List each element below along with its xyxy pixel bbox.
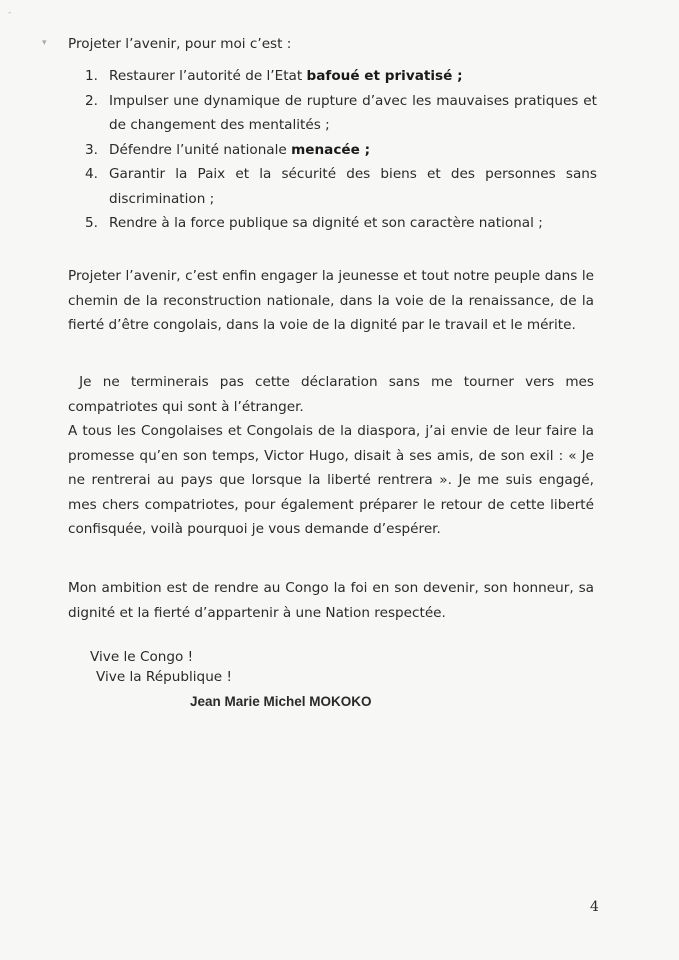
paragraph-ambition: Mon ambition est de rendre au Congo la foi en son devenir, son honneur, sa dignité et la fierté d’appartenir à une Nation respectée.	[68, 580, 594, 621]
list-item: 2. Impulser une dynamique de rupture d’avec les mauvaises pratiques et de changement des mentalités ;	[85, 92, 597, 133]
intro-line: Projeter l’avenir, pour moi c’est :	[68, 36, 292, 52]
paragraph-jeunesse: Projeter l’avenir, c’est enfin engager la jeunesse et tout notre peuple dans le chemin de la reconstruction nationale, dans la voie de la renaissance, de la fierté d’être congolais, dans la voie de la dignité par le travail et le mérite.	[68, 268, 594, 333]
scan-speck: -	[8, 8, 12, 18]
page-number: 4	[590, 899, 599, 915]
paragraph-diaspora-intro: Je ne terminerais pas cette déclaration sans me tourner vers mes compatriotes qui sont à l’étranger.	[68, 374, 599, 415]
closing-vive-congo: Vive le Congo !	[90, 649, 194, 665]
paragraph-diaspora-body: A tous les Congolaises et Congolais de la diaspora, j’ai envie de leur faire la promesse qu’en son temps, Victor Hugo, disait à ses amis, de son exil : « Je ne rentrerai au pays que lorsque la liberté rentrera ». Je me suis engagé, mes chers compatriotes, pour également préparer le retour de cette liberté confisquée, voilà pourquoi je vous demande d’espérer.	[68, 423, 594, 537]
paragraph-diaspora	[68, 370, 599, 542]
list-item: 3. Défendre l’unité nationale menacée ;	[85, 141, 371, 158]
list-item: 4. Garantir la Paix et la sécurité des biens et des personnes sans discrimination ;	[85, 166, 597, 207]
scan-speck: ▾	[42, 38, 47, 48]
list-item: 5. Rendre à la force publique sa dignité et son caractère national ;	[85, 215, 543, 231]
signature-name: Jean Marie Michel MOKOKO	[190, 694, 372, 709]
list-item: 1. Restaurer l’autorité de l’Etat bafoué et privatisé ;	[85, 68, 463, 84]
numbered-list	[85, 64, 597, 236]
closing-vive-republique: Vive la République !	[96, 669, 232, 685]
